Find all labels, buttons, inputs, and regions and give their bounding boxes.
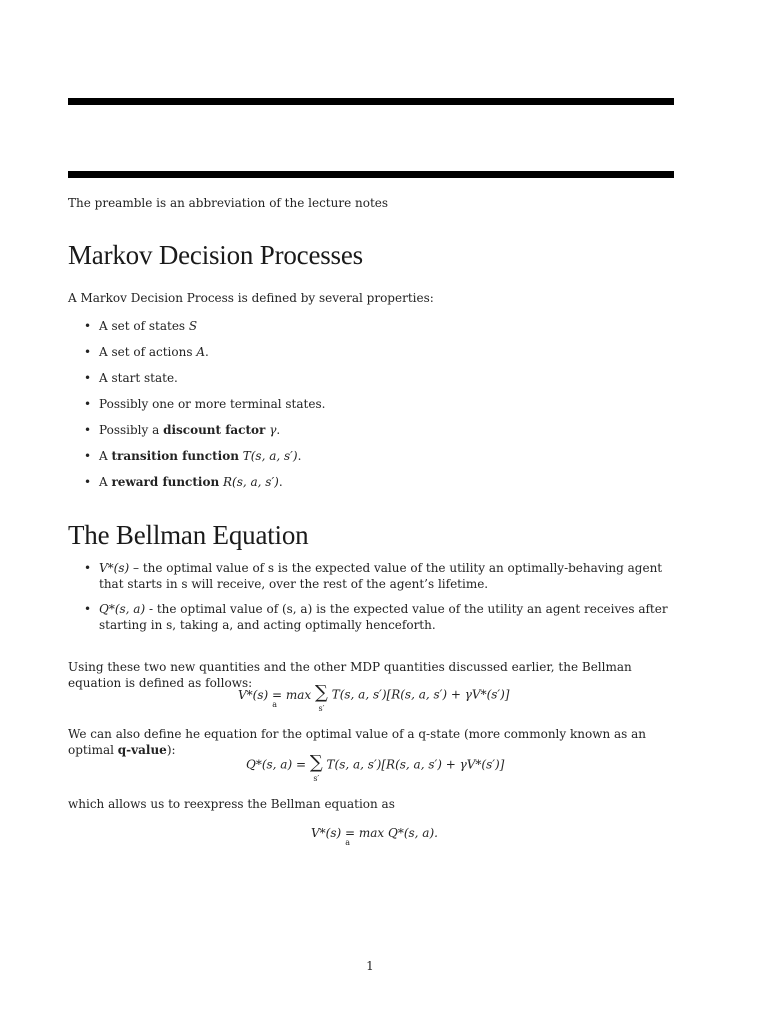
list-item: • V*(s) – the optimal value of s is the expected value of the utility an optimally-behaving agent that starts in s will receive, over the rest of the agent’s lifetime.: [84, 561, 663, 591]
section-title-bellman: The Bellman Equation: [68, 520, 309, 550]
mdp-properties-list: [84, 317, 325, 499]
list-item: • Possibly one or more terminal states.: [84, 397, 326, 411]
bellman-intro-paragraph: Using these two new quantities and the other MDP quantities discussed earlier, the Bellman equation is defined as follows:: [68, 660, 632, 690]
list-item: • A set of actions A.: [84, 345, 209, 359]
top-rule: [68, 98, 674, 105]
list-item: • Possibly a discount factor γ.: [84, 423, 281, 437]
section-title-mdp: Markov Decision Processes: [68, 240, 363, 270]
list-item: • Q*(s, a) - the optimal value of (s, a) is the expected value of the utility an agent receives after starting in s, taking a, and acting optimally henceforth.: [84, 602, 668, 632]
q-value-paragraph: We can also define he equation for the optimal value of a q-state (more commonly known as an optimal q-value):: [68, 727, 647, 757]
list-item: • A transition function T(s, a, s′).: [84, 449, 302, 463]
list-item: • A reward function R(s, a, s′).: [84, 475, 283, 489]
list-item: • A start state.: [84, 371, 178, 385]
reexpress-paragraph: which allows us to reexpress the Bellman equation as: [68, 797, 395, 811]
preamble-text: The preamble is an abbreviation of the lecture notes: [68, 196, 389, 210]
list-item: • A set of states S: [84, 319, 198, 333]
bottom-rule: [68, 171, 674, 178]
q-value-equation: Q*(s, a) = ∑ s′ T(s, a, s′)[R(s, a, s′) + γV*(s′)]: [246, 752, 505, 783]
bellman-equation: V*(s) = max a ∑ s′ T(s, a, s′)[R(s, a, s′) + γV*(s′)]: [238, 682, 510, 713]
bellman-q-equation: V*(s) = max a Q*(s, a).: [311, 826, 438, 847]
bellman-definitions-list: [84, 560, 676, 592]
bellman-definitions-list-2: [84, 601, 676, 633]
mdp-intro: A Markov Decision Process is defined by several properties:: [68, 291, 434, 305]
page-number: 1: [366, 959, 374, 973]
